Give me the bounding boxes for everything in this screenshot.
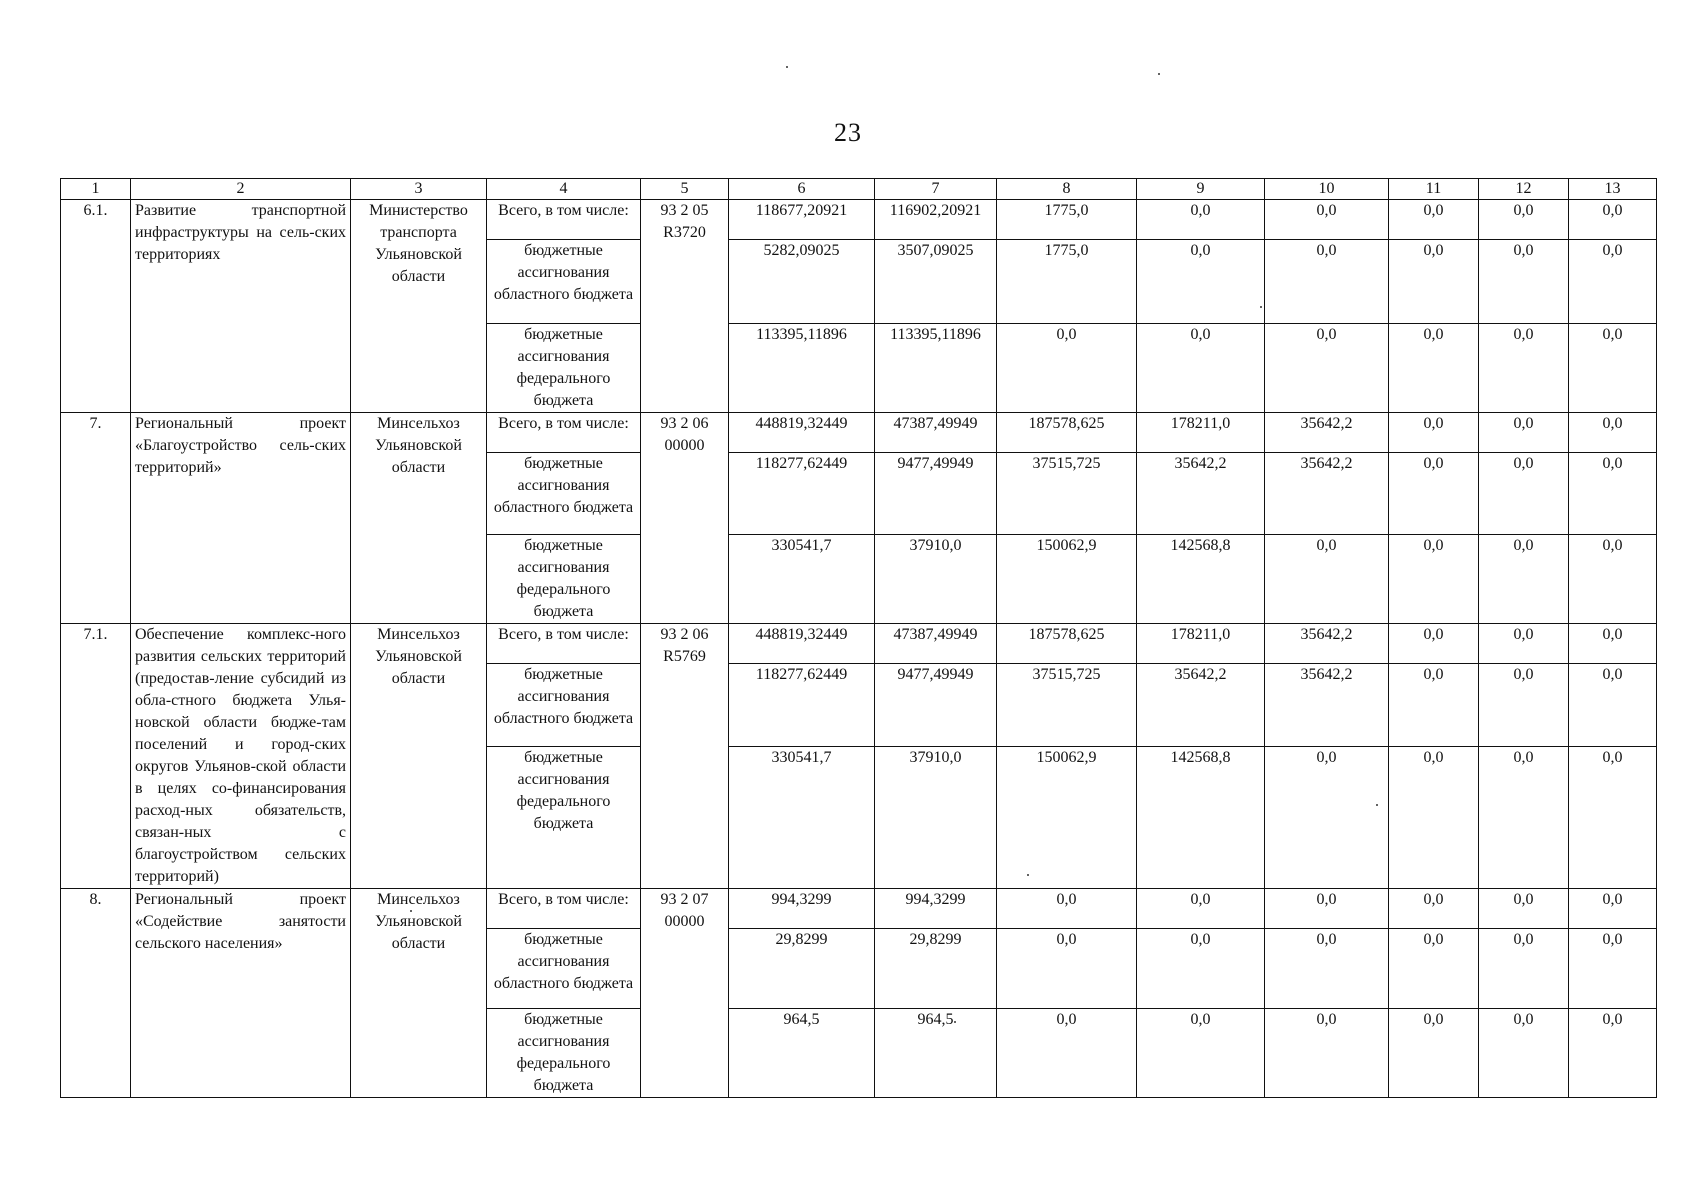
amount-cell: 47387,49949 [875, 624, 997, 664]
amount-cell: 3507,09025 [875, 240, 997, 324]
amount-cell: 964,5 [875, 1009, 997, 1098]
amount-cell: 150062,9 [997, 535, 1137, 624]
amount-cell: 0,0 [1265, 324, 1389, 413]
budget-code: 93 2 07 00000 [641, 889, 729, 1098]
funding-source: бюджетные ассигнования областного бюджета [487, 453, 641, 535]
column-number: 4 [487, 179, 641, 200]
column-number: 8 [997, 179, 1137, 200]
amount-cell: 9477,49949 [875, 664, 997, 747]
amount-cell: 330541,7 [729, 535, 875, 624]
amount-cell: 0,0 [1137, 889, 1265, 929]
amount-cell: 118277,62449 [729, 453, 875, 535]
column-number: 13 [1569, 179, 1657, 200]
amount-cell: 0,0 [1569, 1009, 1657, 1098]
amount-cell: 118277,62449 [729, 664, 875, 747]
amount-cell: 35642,2 [1265, 453, 1389, 535]
amount-cell: 0,0 [1389, 747, 1479, 889]
amount-cell: 37910,0 [875, 535, 997, 624]
funding-source: Всего, в том числе: [487, 624, 641, 664]
funding-source: Всего, в том числе: [487, 413, 641, 453]
amount-cell: 994,3299 [875, 889, 997, 929]
row-index: 7. [61, 413, 131, 624]
amount-cell: 35642,2 [1137, 453, 1265, 535]
amount-cell: 113395,11896 [875, 324, 997, 413]
amount-cell: 0,0 [1569, 200, 1657, 240]
budget-code: 93 2 06 00000 [641, 413, 729, 624]
funding-source: бюджетные ассигнования федерального бюджета [487, 747, 641, 889]
amount-cell: 142568,8 [1137, 747, 1265, 889]
amount-cell: 0,0 [1137, 324, 1265, 413]
amount-cell: 0,0 [1569, 413, 1657, 453]
amount-cell: 0,0 [1479, 624, 1569, 664]
amount-cell: 1775,0 [997, 200, 1137, 240]
column-number: 10 [1265, 179, 1389, 200]
funding-source: бюджетные ассигнования федерального бюджета [487, 1009, 641, 1098]
scan-speck [786, 66, 788, 68]
budget-code: 93 2 05 R3720 [641, 200, 729, 413]
amount-cell: 0,0 [1265, 240, 1389, 324]
amount-cell: 0,0 [1389, 453, 1479, 535]
measure-name: Развитие транспортной инфраструктуры на сель-ских территориях [131, 200, 351, 413]
row-index: 8. [61, 889, 131, 1098]
amount-cell: 35642,2 [1265, 413, 1389, 453]
amount-cell: 0,0 [1479, 747, 1569, 889]
amount-cell: 0,0 [1389, 624, 1479, 664]
amount-cell: 150062,9 [997, 747, 1137, 889]
amount-cell: 0,0 [1479, 413, 1569, 453]
column-number: 5 [641, 179, 729, 200]
page-number: 23 [834, 118, 862, 147]
amount-cell: 0,0 [1479, 200, 1569, 240]
responsible-executor: Министерство транспорта Ульяновской области [351, 200, 487, 413]
budget-table [60, 178, 1657, 1098]
amount-cell: 29,8299 [729, 929, 875, 1009]
table-row [61, 200, 1657, 240]
amount-cell: 0,0 [1389, 889, 1479, 929]
column-number: 3 [351, 179, 487, 200]
funding-source: бюджетные ассигнования областного бюджета [487, 929, 641, 1009]
measure-name: Региональный проект «Благоустройство сель-ских территорий» [131, 413, 351, 624]
amount-cell: 0,0 [1569, 240, 1657, 324]
amount-cell: 964,5 [729, 1009, 875, 1098]
amount-cell: 0,0 [997, 929, 1137, 1009]
amount-cell: 35642,2 [1265, 664, 1389, 747]
amount-cell: 0,0 [1137, 240, 1265, 324]
amount-cell: 330541,7 [729, 747, 875, 889]
amount-cell: 35642,2 [1137, 664, 1265, 747]
column-number: 6 [729, 179, 875, 200]
amount-cell: 116902,20921 [875, 200, 997, 240]
amount-cell: 0,0 [1137, 929, 1265, 1009]
row-index: 7.1. [61, 624, 131, 889]
amount-cell: 47387,49949 [875, 413, 997, 453]
amount-cell: 0,0 [1479, 453, 1569, 535]
amount-cell: 37515,725 [997, 453, 1137, 535]
amount-cell: 0,0 [1479, 535, 1569, 624]
amount-cell: 0,0 [1389, 240, 1479, 324]
amount-cell: 0,0 [1265, 535, 1389, 624]
amount-cell: 0,0 [1569, 889, 1657, 929]
responsible-executor: Минсельхоз Ульяновской области [351, 889, 487, 1098]
amount-cell: 0,0 [1265, 747, 1389, 889]
measure-name: Обеспечение комплекс-ного развития сельских территорий (предостав-ление субсидий из обла-стного бюджета Улья-новской области бюдже-там поселений и город-ских округов Ульянов-ской области в целях со-финансирования расход-ных обязательств, связан-ных с благоустройством сельских территорий) [131, 624, 351, 889]
amount-cell: 9477,49949 [875, 453, 997, 535]
funding-source: бюджетные ассигнования федерального бюджета [487, 324, 641, 413]
amount-cell: 0,0 [997, 1009, 1137, 1098]
amount-cell: 178211,0 [1137, 624, 1265, 664]
table-row [61, 624, 1657, 664]
amount-cell: 0,0 [1479, 929, 1569, 1009]
row-index: 6.1. [61, 200, 131, 413]
table-row [61, 413, 1657, 453]
amount-cell: 0,0 [1389, 1009, 1479, 1098]
amount-cell: 0,0 [997, 324, 1137, 413]
amount-cell: 0,0 [1569, 535, 1657, 624]
funding-source: Всего, в том числе: [487, 200, 641, 240]
amount-cell: 29,8299 [875, 929, 997, 1009]
amount-cell: 0,0 [1137, 200, 1265, 240]
amount-cell: 0,0 [1265, 200, 1389, 240]
amount-cell: 0,0 [1265, 1009, 1389, 1098]
amount-cell: 0,0 [1479, 324, 1569, 413]
measure-name: Региональный проект «Содействие занятости сельского населения» [131, 889, 351, 1098]
amount-cell: 1775,0 [997, 240, 1137, 324]
amount-cell: 187578,625 [997, 624, 1137, 664]
amount-cell: 0,0 [1389, 929, 1479, 1009]
funding-source: бюджетные ассигнования областного бюджета [487, 664, 641, 747]
amount-cell: 178211,0 [1137, 413, 1265, 453]
column-number: 12 [1479, 179, 1569, 200]
amount-cell: 0,0 [1389, 324, 1479, 413]
amount-cell: 0,0 [1389, 535, 1479, 624]
amount-cell: 0,0 [1479, 889, 1569, 929]
amount-cell: 0,0 [1569, 664, 1657, 747]
responsible-executor: Минсельхоз Ульяновской области [351, 624, 487, 889]
amount-cell: 0,0 [1265, 929, 1389, 1009]
funding-source: бюджетные ассигнования областного бюджета [487, 240, 641, 324]
amount-cell: 0,0 [1137, 1009, 1265, 1098]
amount-cell: 35642,2 [1265, 624, 1389, 664]
amount-cell: 0,0 [1389, 200, 1479, 240]
column-number: 11 [1389, 179, 1479, 200]
column-number-row [61, 179, 1657, 200]
column-number: 2 [131, 179, 351, 200]
responsible-executor: Минсельхоз Ульяновской области [351, 413, 487, 624]
scan-speck [1158, 73, 1160, 75]
amount-cell: 0,0 [1389, 664, 1479, 747]
amount-cell: 113395,11896 [729, 324, 875, 413]
amount-cell: 5282,09025 [729, 240, 875, 324]
column-number: 1 [61, 179, 131, 200]
amount-cell: 0,0 [1479, 664, 1569, 747]
amount-cell: 448819,32449 [729, 624, 875, 664]
funding-source: бюджетные ассигнования федерального бюджета [487, 535, 641, 624]
column-number: 9 [1137, 179, 1265, 200]
amount-cell: 37910,0 [875, 747, 997, 889]
amount-cell: 0,0 [1479, 240, 1569, 324]
amount-cell: 0,0 [1569, 624, 1657, 664]
amount-cell: 994,3299 [729, 889, 875, 929]
funding-source: Всего, в том числе: [487, 889, 641, 929]
amount-cell: 448819,32449 [729, 413, 875, 453]
amount-cell: 0,0 [997, 889, 1137, 929]
column-number: 7 [875, 179, 997, 200]
amount-cell: 142568,8 [1137, 535, 1265, 624]
amount-cell: 187578,625 [997, 413, 1137, 453]
table-row [61, 889, 1657, 929]
amount-cell: 0,0 [1569, 453, 1657, 535]
amount-cell: 0,0 [1569, 747, 1657, 889]
amount-cell: 118677,20921 [729, 200, 875, 240]
amount-cell: 0,0 [1569, 929, 1657, 1009]
amount-cell: 0,0 [1479, 1009, 1569, 1098]
budget-code: 93 2 06 R5769 [641, 624, 729, 889]
amount-cell: 0,0 [1389, 413, 1479, 453]
amount-cell: 0,0 [1569, 324, 1657, 413]
amount-cell: 37515,725 [997, 664, 1137, 747]
amount-cell: 0,0 [1265, 889, 1389, 929]
